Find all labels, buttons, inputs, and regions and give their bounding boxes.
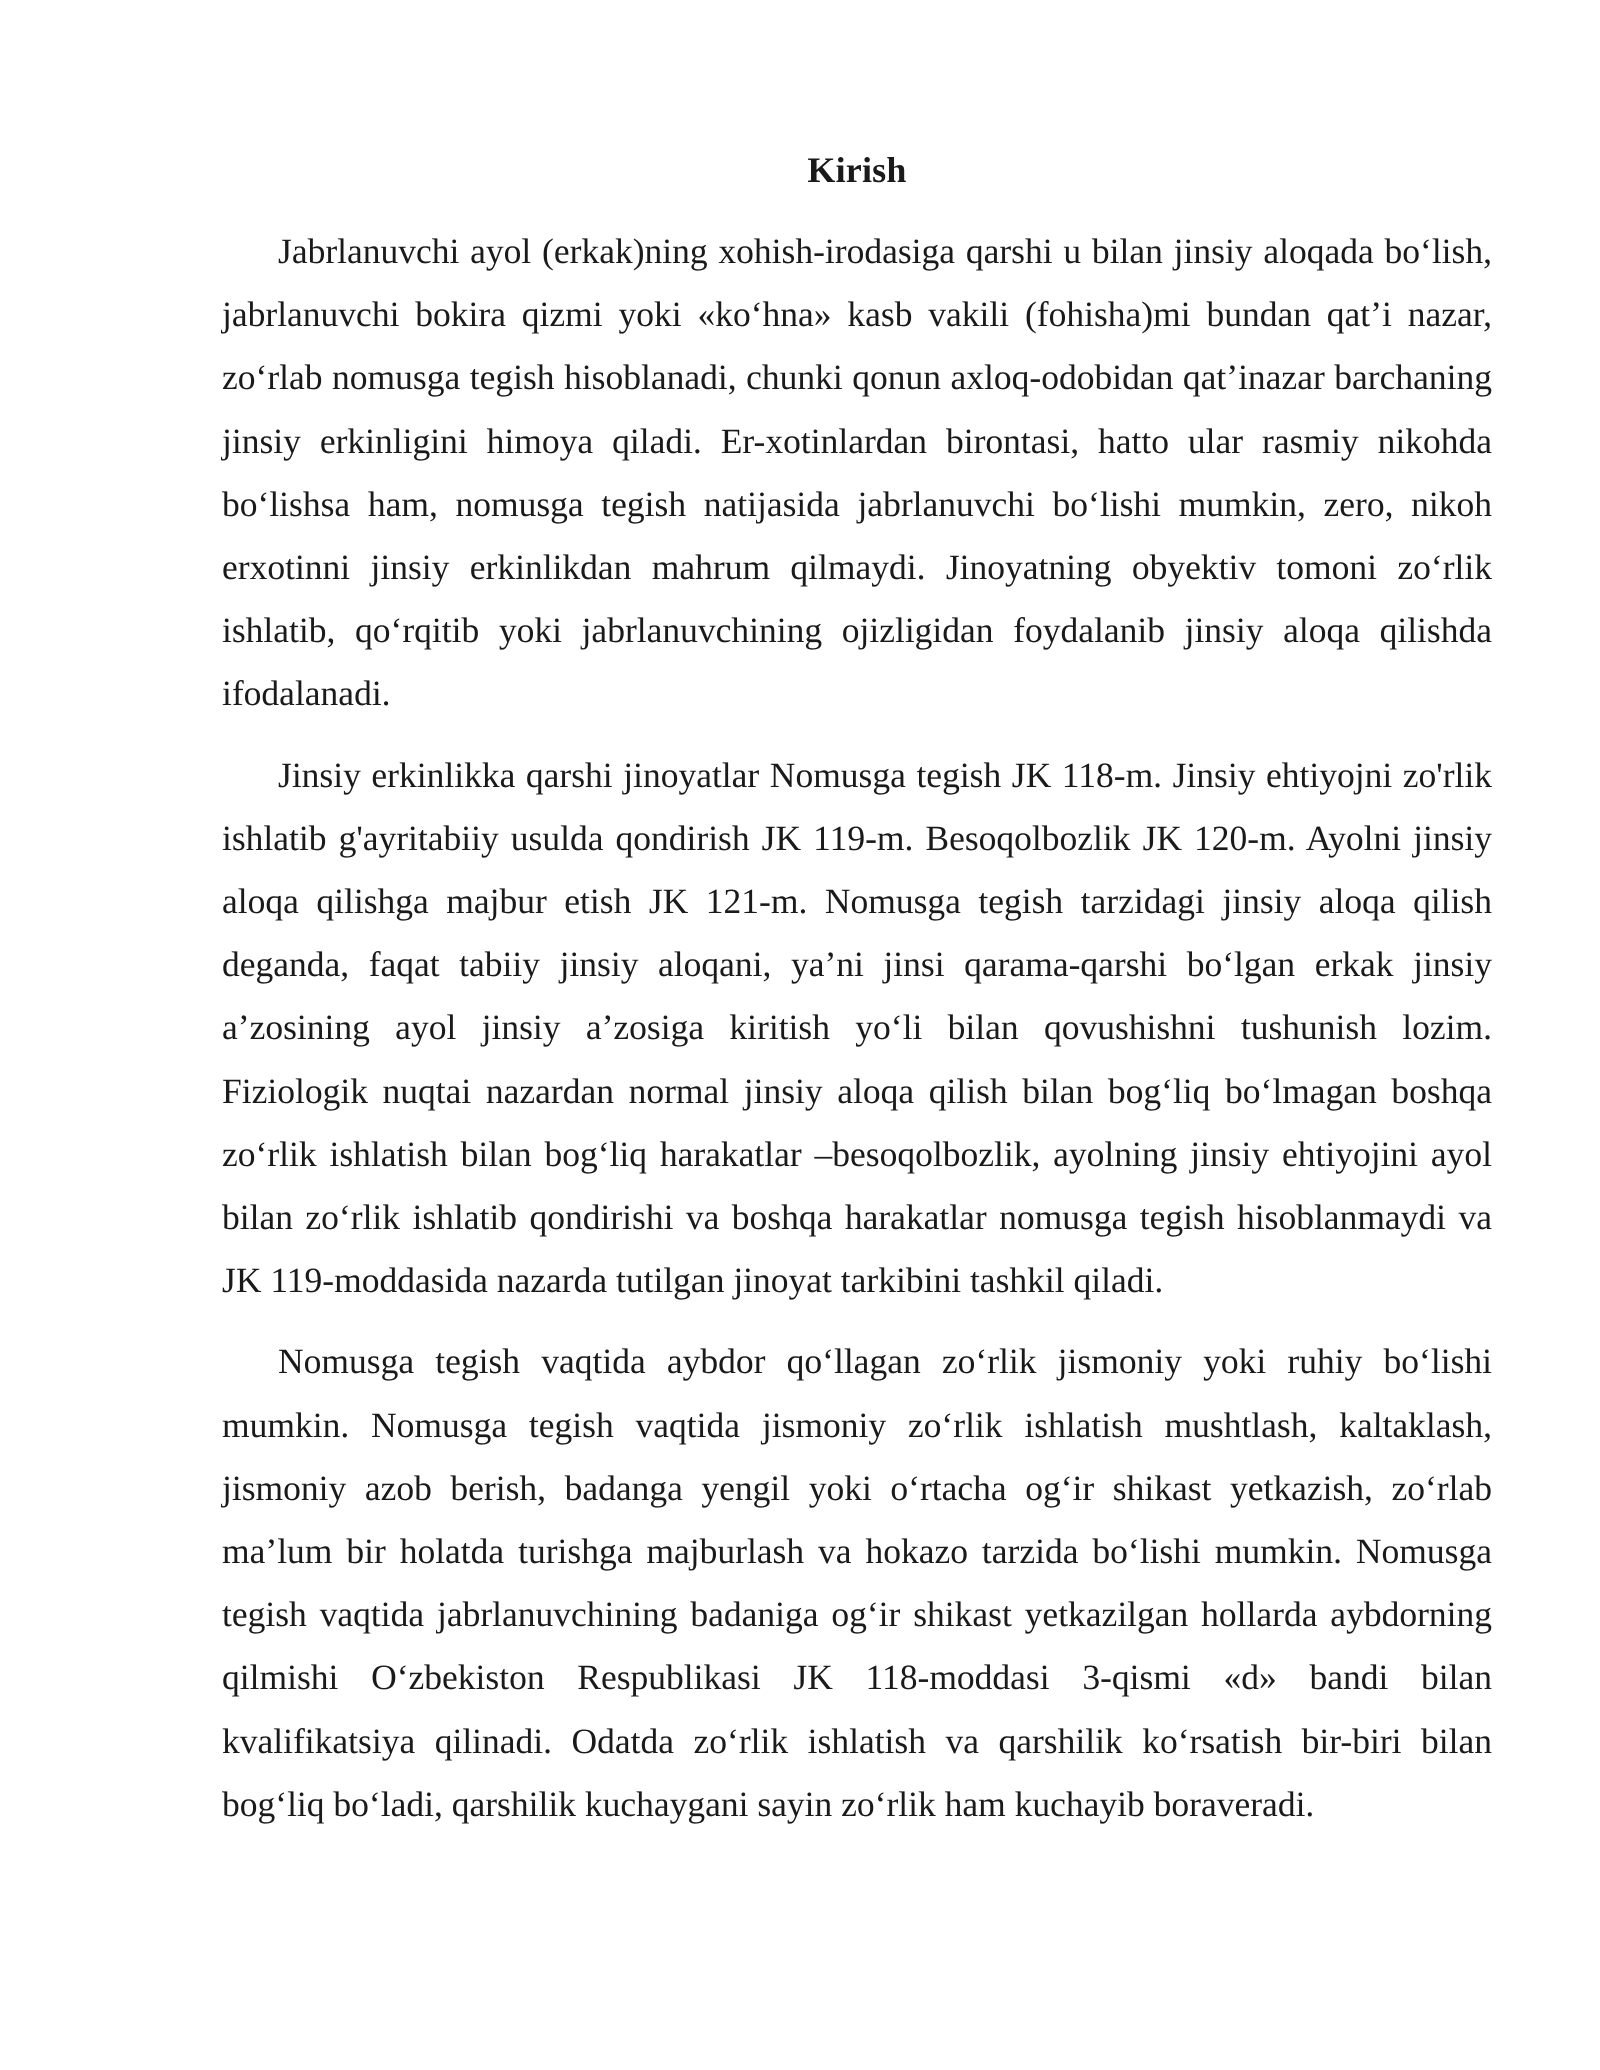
paragraph-2: Jinsiy erkinlikka qarshi jinoyatlar Nomusga tegish JK 118-m. Jinsiy ehtiyojni zo'rlik ishlatib g'ayritabiiy usulda qondirish JK 119-m. Besoqolbozlik JK 120-m. Ayolni jinsiy aloqa qilishga majbur etish JK 121-m. Nomusga tegish tarzidagi jinsiy aloqa qilish deganda, faqat tabiiy jinsiy aloqani, ya’ni jinsi qarama-qarshi bo‘lgan erkak jinsiy a’zosining ayol jinsiy a’zosiga kiritish yo‘li bilan qovushishni tushunish lozim. Fiziologik nuqtai nazardan normal jinsiy aloqa qilish bilan bog‘liq bo‘lmagan boshqa zo‘rlik ishlatish bilan bog‘liq harakatlar –besoqolbozlik, ayolning jinsiy ehtiyojini ayol bilan zo‘rlik ishlatib qondirishi va boshqa harakatlar nomusga tegish hisoblanmaydi va JK 119-moddasida nazarda tutilgan jinoyat tarkibini tashkil qiladi. [222,754,1492,1301]
paragraph-3: Nomusga tegish vaqtida aybdor qo‘llagan zo‘rlik jismoniy yoki ruhiy bo‘lishi mumkin. Nomusga tegish vaqtida jismoniy zo‘rlik ishlatish mushtlash, kaltaklash, jismoniy azob berish, badanga yengil yoki o‘rtacha og‘ir shikast yetkazish, zo‘rlab ma’lum bir holatda turishga majburlash va hokazo tarzida bo‘lishi mumkin. Nomusga tegish vaqtida jabrlanuvchining badaniga og‘ir shikast yetkazilgan hollarda aybdorning qilmishi O‘zbekiston Respublikasi JK 118-moddasi 3-qismi «d» bandi bilan kvalifikatsiya qilinadi. Odatda zo‘rlik ishlatish va qarshilik ko‘rsatish bir-biri bilan bog‘liq bo‘ladi, qarshilik kuchaygani sayin zo‘rlik ham kuchayib boraveradi. [222,1341,1492,1824]
page-title: Kirish [807,150,907,190]
document-body [222,140,1492,1854]
paragraph-1: Jabrlanuvchi ayol (erkak)ning xohish-irodasiga qarshi u bilan jinsiy aloqada bo‘lish, jabrlanuvchi bokira qizmi yoki «ko‘hna» kasb vakili (fohisha)mi bundan qat’i nazar, zo‘rlab nomusga tegish hisoblanadi, chunki qonun axloq-odobidan qat’inazar barchaning jinsiy erkinligini himoya qiladi. Er-xotinlardan birontasi, hatto ular rasmiy nikohda bo‘lishsa ham, nomusga tegish natijasida jabrlanuvchi bo‘lishi mumkin, zero, nikoh erxotinni jinsiy erkinlikdan mahrum qilmaydi. Jinoyatning obyektiv tomoni zo‘rlik ishlatib, qo‘rqitib yoki jabrlanuvchining ojizligidan foydalanib jinsiy aloqa qilishda ifodalanadi. [222,231,1492,714]
